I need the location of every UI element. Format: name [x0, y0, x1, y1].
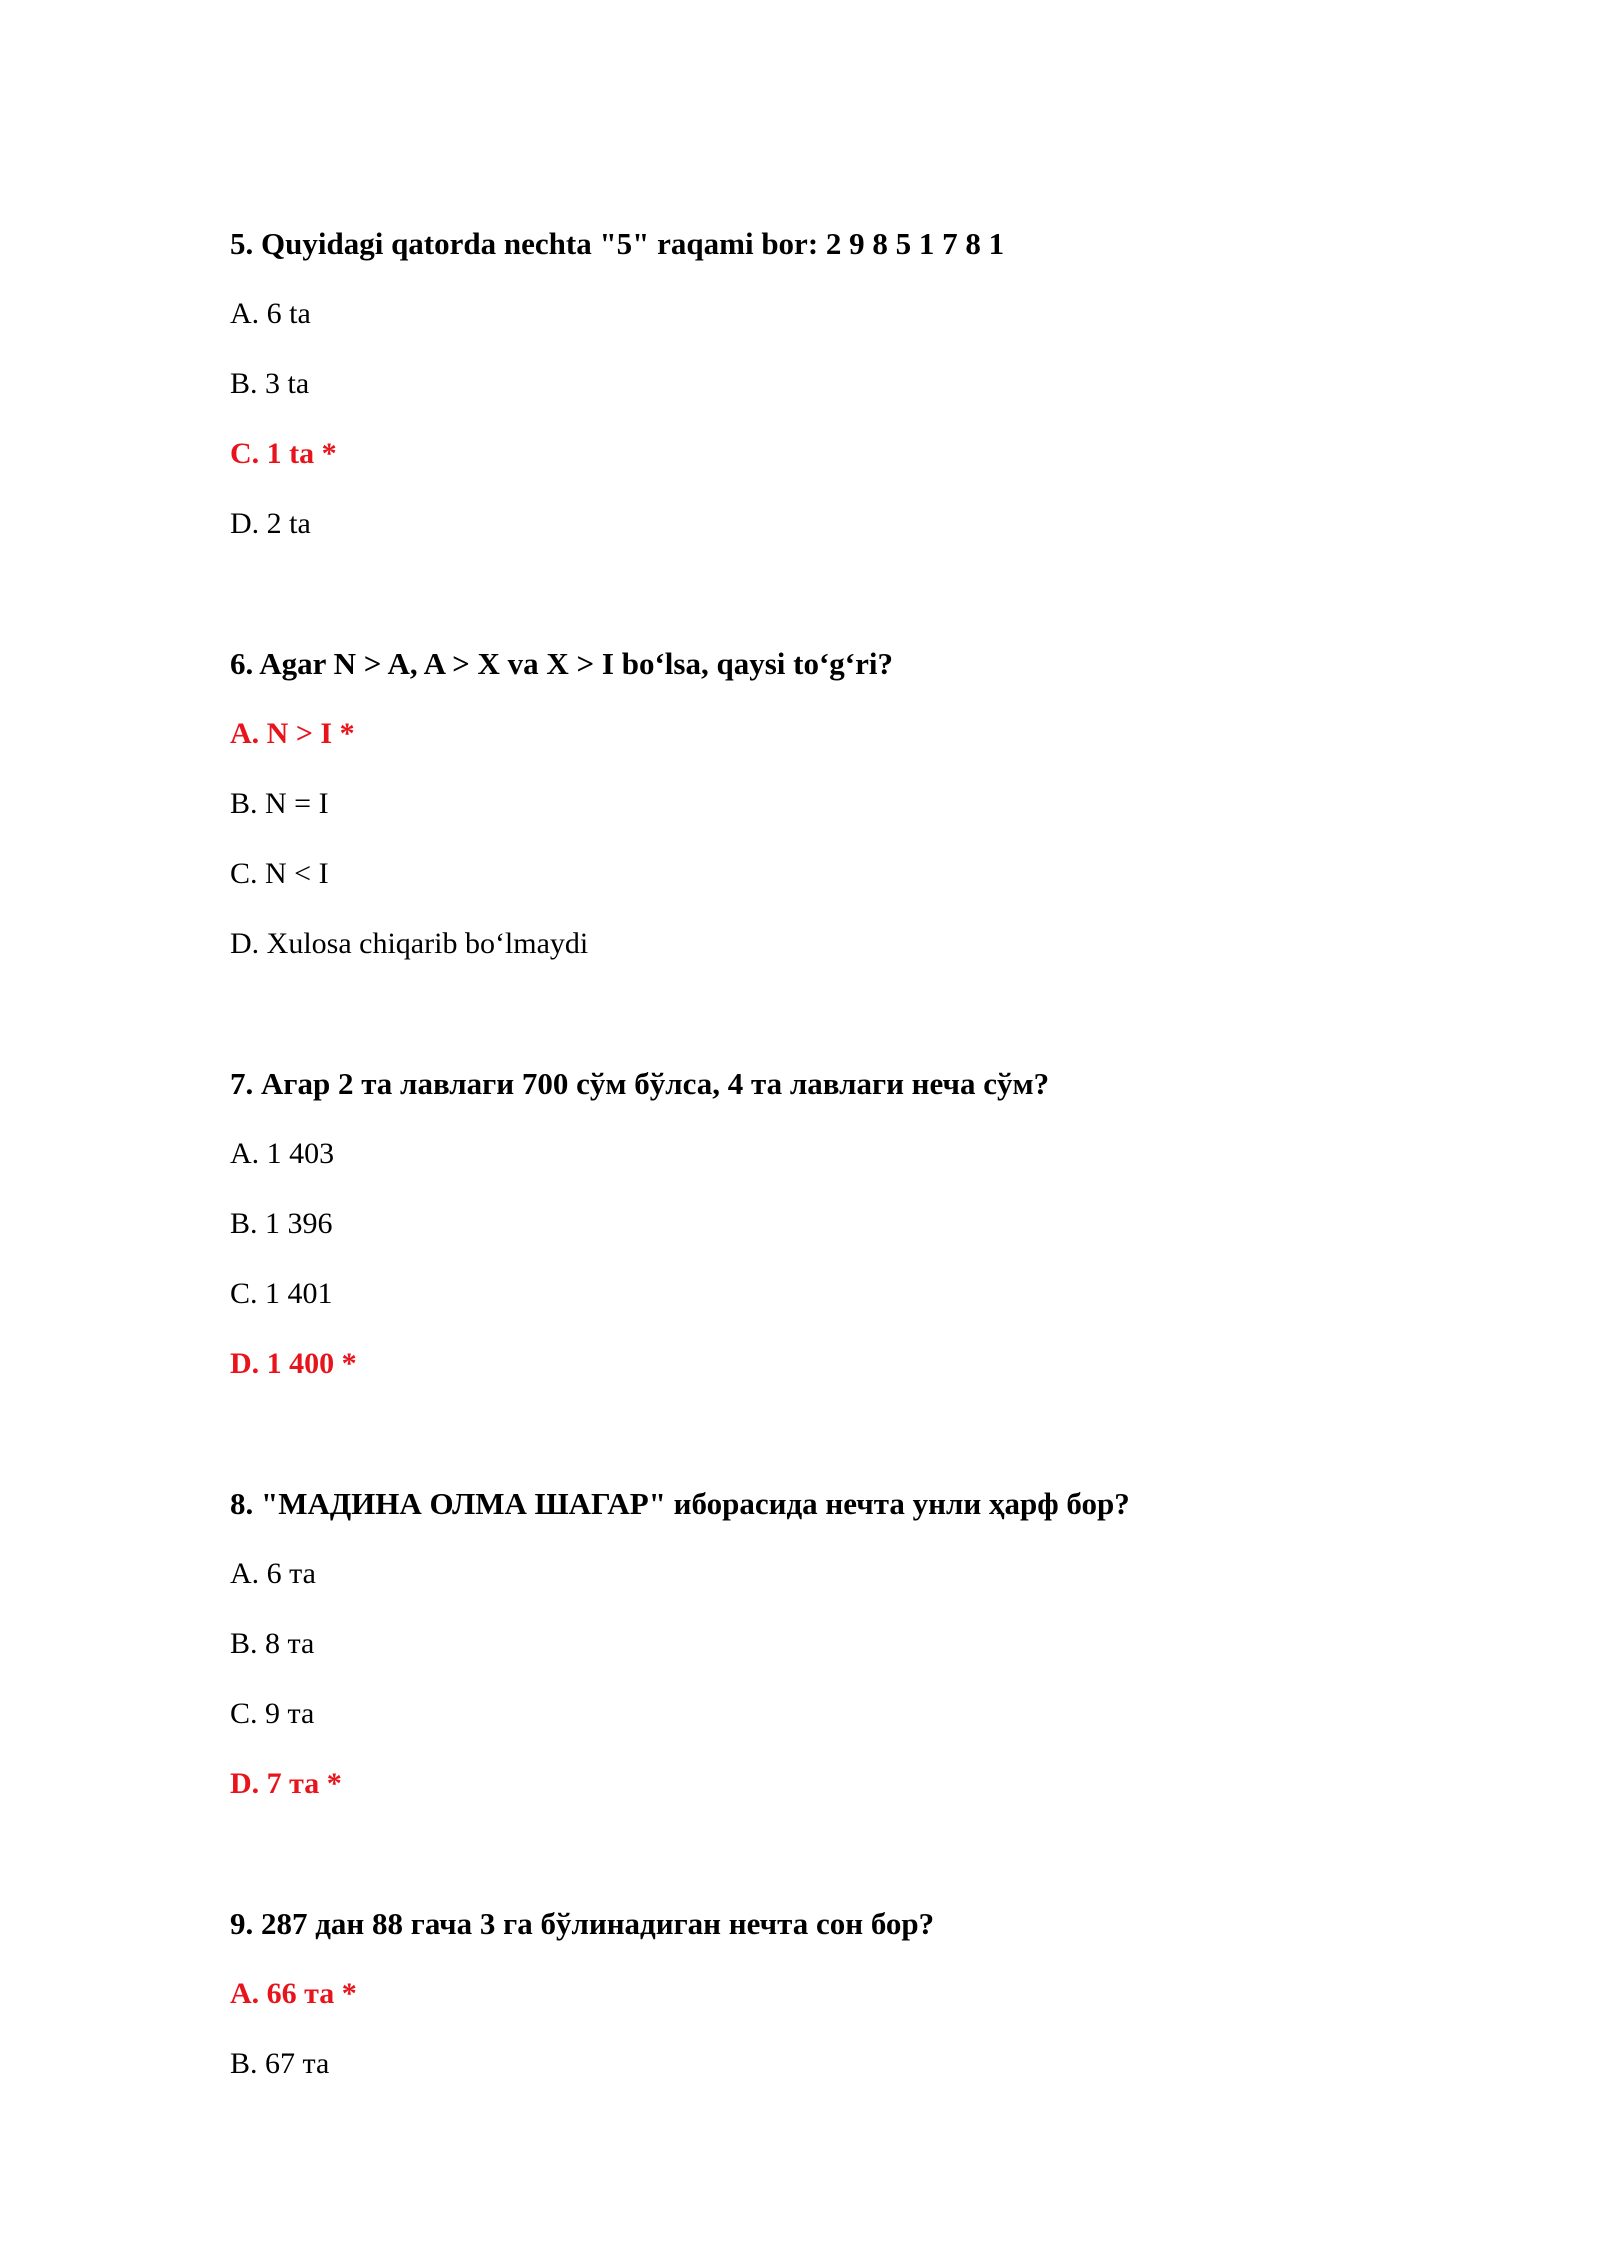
- answer-option: A. 6 та: [230, 1557, 316, 1590]
- correct-answer-option: D. 7 та *: [230, 1767, 342, 1800]
- answer-option: D. Xulosa chiqarib bo‘lmaydi: [230, 927, 589, 960]
- answer-option: C. 1 401: [230, 1277, 333, 1310]
- answer-option: B. 3 ta: [230, 367, 310, 400]
- answer-option: B. 1 396: [230, 1207, 333, 1240]
- question-text: 7. Агар 2 та лавлаги 700 сўм бўлса, 4 та лавлаги неча сўм?: [230, 1066, 1050, 1101]
- correct-answer-option: A. 66 та *: [230, 1977, 357, 2010]
- answer-option: B. 8 та: [230, 1627, 315, 1660]
- question-text: 9. 287 дан 88 гача 3 га бўлинадиган нечта сон бор?: [230, 1906, 935, 1941]
- answer-option: C. 9 та: [230, 1697, 315, 1730]
- question-text: 5. Quyidagi qatorda nechta "5" raqami bor: 2 9 8 5 1 7 8 1: [230, 226, 1005, 261]
- answer-option: D. 2 ta: [230, 507, 311, 540]
- answer-option: B. 67 та: [230, 2047, 330, 2080]
- answer-option: B. N = I: [230, 787, 329, 820]
- correct-answer-option: D. 1 400 *: [230, 1347, 357, 1380]
- correct-answer-option: C. 1 ta *: [230, 437, 337, 470]
- answer-option: A. 6 ta: [230, 297, 311, 330]
- correct-answer-option: A. N > I *: [230, 717, 355, 750]
- question-text: 6. Agar N > A, A > X va X > I bo‘lsa, qaysi to‘g‘ri?: [230, 646, 893, 681]
- answer-option: A. 1 403: [230, 1137, 335, 1170]
- question-text: 8. "МАДИНА ОЛМА ШАГАР" иборасида нечта унли ҳарф бор?: [230, 1486, 1130, 1521]
- answer-option: C. N < I: [230, 857, 329, 890]
